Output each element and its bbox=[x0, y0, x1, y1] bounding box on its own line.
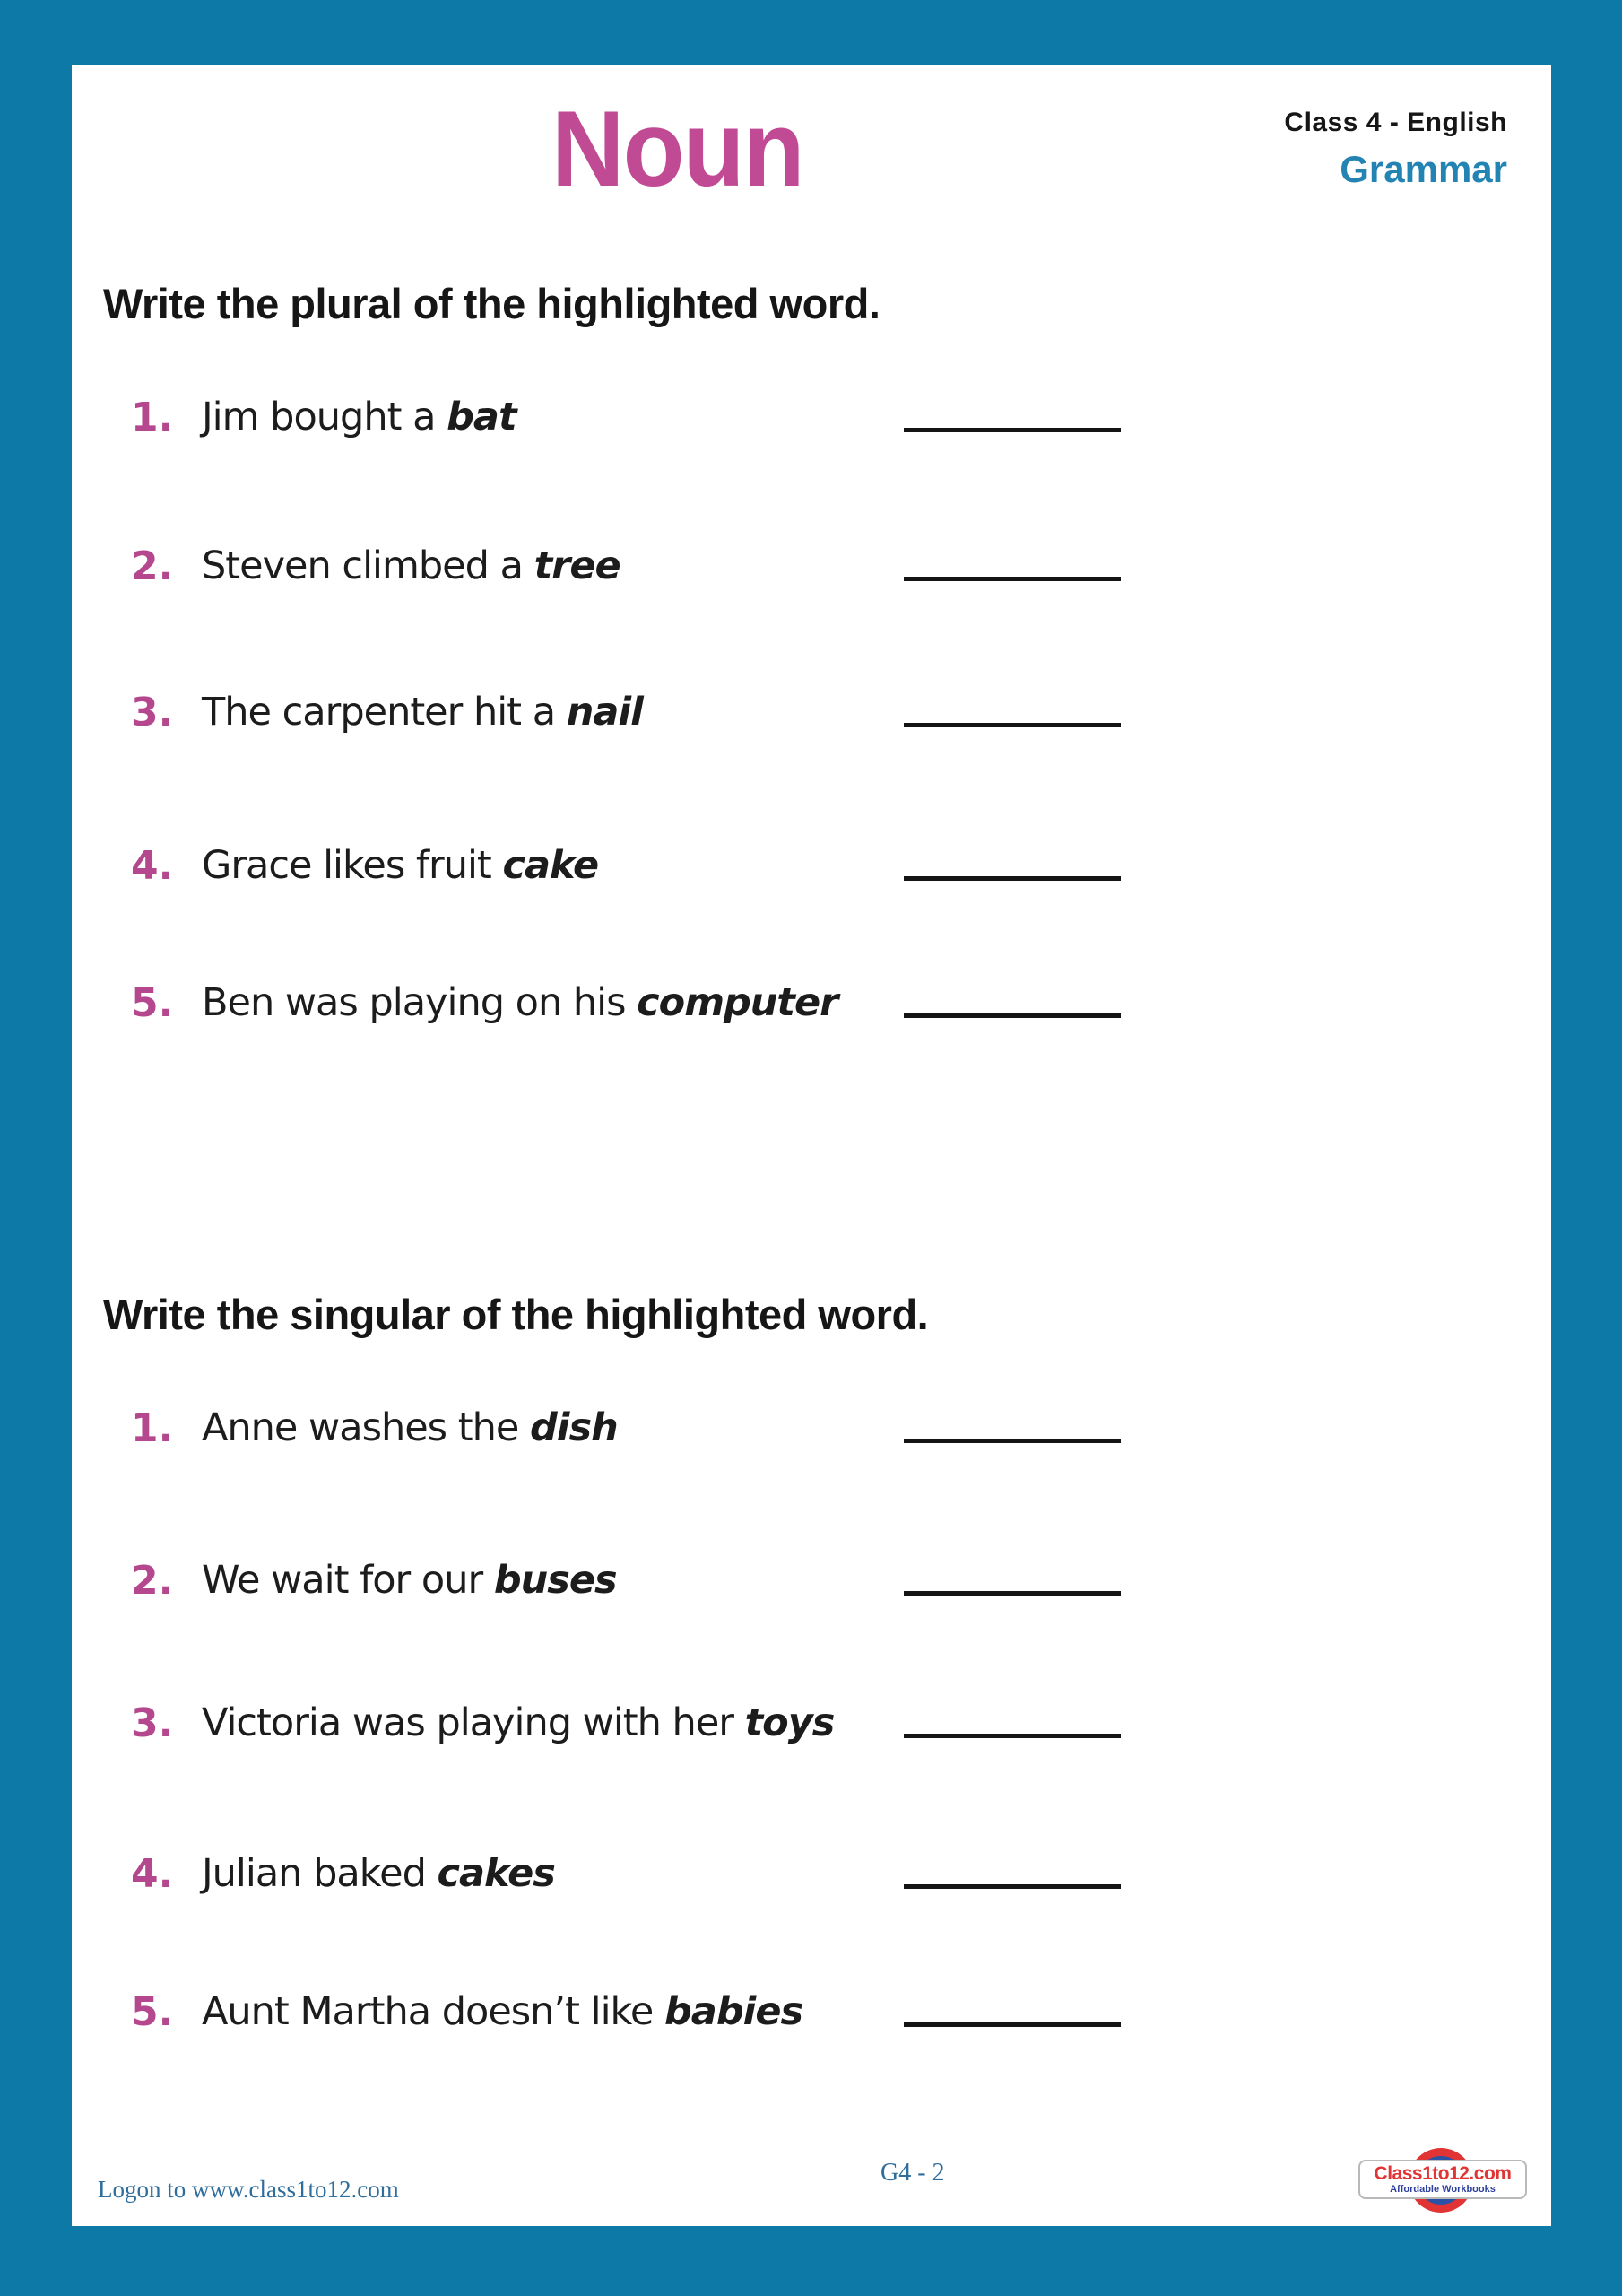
section-plural-heading: Write the plural of the highlighted word. bbox=[103, 280, 880, 327]
question-text-pre: The carpenter hit a bbox=[202, 690, 567, 735]
question-number: 4. bbox=[131, 1851, 174, 1897]
answer-blank-line[interactable] bbox=[904, 1884, 1121, 1889]
question-row bbox=[0, 1405, 1622, 1463]
question-row bbox=[0, 980, 1622, 1038]
question-text bbox=[202, 1851, 555, 1896]
question-text-pre: Aunt Martha doesn’t like bbox=[202, 1989, 665, 2034]
question-row bbox=[0, 1558, 1622, 1615]
question-number: 2. bbox=[131, 544, 174, 589]
question-row bbox=[0, 1989, 1622, 2047]
answer-blank-line[interactable] bbox=[904, 1591, 1121, 1596]
subject-label: Grammar bbox=[1340, 148, 1507, 190]
answer-blank-line[interactable] bbox=[904, 2022, 1121, 2027]
footer-page-code: G4 - 2 bbox=[880, 2159, 945, 2187]
question-row bbox=[0, 1700, 1622, 1758]
question-number: 5. bbox=[131, 980, 174, 1026]
question-row bbox=[0, 544, 1622, 601]
highlighted-word: bat bbox=[447, 395, 516, 439]
question-text-pre: We wait for our bbox=[202, 1558, 494, 1603]
logo-nameplate bbox=[1358, 2160, 1527, 2199]
course-label: Class 4 - English bbox=[1284, 108, 1507, 137]
question-number: 1. bbox=[131, 1405, 174, 1451]
highlighted-word: cakes bbox=[437, 1851, 555, 1896]
question-text bbox=[202, 980, 838, 1025]
highlighted-word: nail bbox=[566, 690, 643, 735]
question-text-pre: Jim bought a bbox=[202, 395, 447, 439]
footer-website-note: Logon to www.class1to12.com bbox=[98, 2176, 399, 2203]
question-text bbox=[202, 690, 643, 735]
question-text-pre: Steven climbed a bbox=[202, 544, 534, 588]
question-text bbox=[202, 1700, 835, 1745]
section-singular-heading: Write the singular of the highlighted word. bbox=[103, 1291, 929, 1338]
highlighted-word: babies bbox=[664, 1989, 803, 2034]
question-row bbox=[0, 690, 1622, 747]
question-number: 2. bbox=[131, 1558, 174, 1604]
highlighted-word: tree bbox=[533, 544, 620, 588]
question-text bbox=[202, 1989, 803, 2034]
logo-brand-name: Class1to12.com bbox=[1374, 2163, 1512, 2184]
logo-tagline: Affordable Workbooks bbox=[1390, 2184, 1496, 2195]
answer-blank-line[interactable] bbox=[904, 1734, 1121, 1738]
answer-blank-line[interactable] bbox=[904, 1439, 1121, 1443]
answer-blank-line[interactable] bbox=[904, 428, 1121, 432]
answer-blank-line[interactable] bbox=[904, 876, 1121, 881]
question-number: 3. bbox=[131, 690, 174, 735]
question-text bbox=[202, 1405, 618, 1450]
question-text bbox=[202, 544, 620, 588]
question-text bbox=[202, 1558, 617, 1603]
question-text bbox=[202, 395, 516, 439]
answer-blank-line[interactable] bbox=[904, 577, 1121, 581]
highlighted-word: toys bbox=[744, 1700, 835, 1745]
question-text-pre: Julian baked bbox=[202, 1851, 438, 1896]
highlighted-word: dish bbox=[529, 1405, 618, 1450]
question-number: 4. bbox=[131, 843, 174, 889]
question-row bbox=[0, 395, 1622, 452]
highlighted-word: cake bbox=[502, 843, 599, 888]
question-text-pre: Grace likes fruit bbox=[202, 843, 503, 888]
question-text-pre: Anne washes the bbox=[202, 1405, 530, 1450]
question-text bbox=[202, 843, 599, 888]
highlighted-word: buses bbox=[493, 1558, 617, 1603]
worksheet-title: Noun bbox=[551, 89, 803, 209]
question-number: 3. bbox=[131, 1700, 174, 1746]
highlighted-word: computer bbox=[637, 980, 838, 1025]
question-number: 5. bbox=[131, 1989, 174, 2035]
question-number: 1. bbox=[131, 395, 174, 440]
question-row bbox=[0, 843, 1622, 900]
answer-blank-line[interactable] bbox=[904, 723, 1121, 727]
question-text-pre: Victoria was playing with her bbox=[202, 1700, 745, 1745]
answer-blank-line[interactable] bbox=[904, 1013, 1121, 1018]
header-right-block bbox=[1284, 109, 1507, 188]
question-text-pre: Ben was playing on his bbox=[202, 980, 638, 1025]
question-row bbox=[0, 1851, 1622, 1909]
